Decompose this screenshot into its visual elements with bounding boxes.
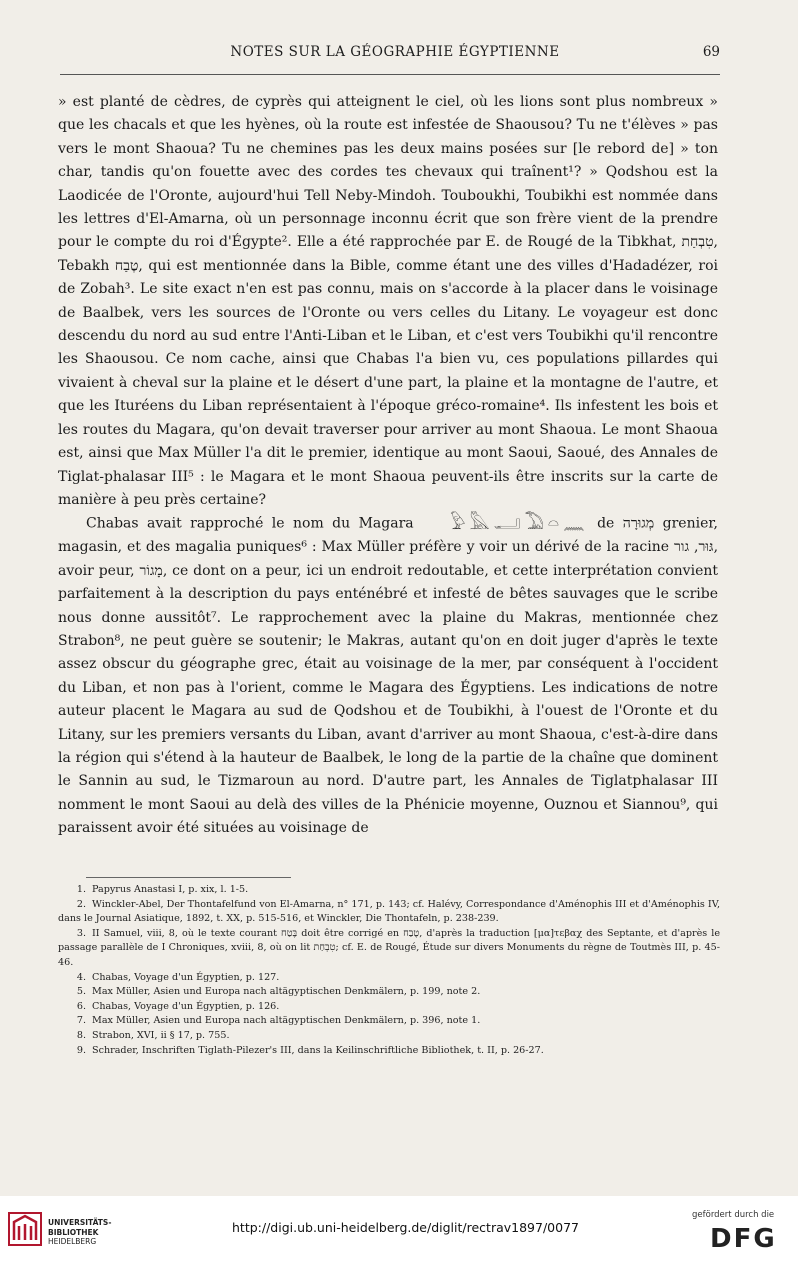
university-library-logo-icon	[8, 1212, 42, 1246]
footnote: 9. Schrader, Inschriften Tiglath-Pilezer's III, dans la Keilinschriftliche Bibliothek, t. II, p. 26-27.	[76, 1044, 544, 1056]
paragraph-2	[58, 512, 718, 840]
footnote: 3. II Samuel, viii, 8, où le texte courant בֶּטַח doit être corrigé en טֶבַח, d'après la traduction [μα]τεβαχ des Septante, et d'après le passage parallèle de I Chroniques, xviii, 8, où on lit טִבְחַת; cf. E. de Rougé, Étude sur divers Monuments du règne de Toutmès III, p. 45-46.	[58, 927, 720, 968]
paragraph-2-start: Chabas avait rapproché le nom du Magara	[86, 516, 414, 533]
dfg-logo: DFG	[710, 1224, 777, 1254]
institution-name: UNIVERSITÄTS- BIBLIOTHEK HEIDELBERG	[48, 1218, 112, 1246]
digitization-footer	[0, 1196, 798, 1264]
footnote: 6. Chabas, Voyage d'un Égyptien, p. 126.	[76, 1000, 280, 1012]
footnotes	[58, 883, 720, 1058]
footnote: 8. Strabon, XVI, ii § 17, p. 755.	[76, 1029, 230, 1041]
permalink-url[interactable]: http://digi.ub.uni-heidelberg.de/diglit/rectrav1897/0077	[232, 1220, 579, 1235]
footnote: 2. Winckler-Abel, Der Thontafelfund von El-Amarna, n° 171, p. 143; cf. Halévy, Correspondance d'Aménophis III et d'Aménophis IV, dans le Journal Asiatique, 1892, t. XX, p. 515-516, et Winckler, Die Thontafeln, p. 238-239.	[58, 898, 720, 925]
paragraph-2-rest: de מְגוּרָה grenier, magasin, et des magalia puniques⁶ : Max Müller préfère y voir un dérivé de la racine גּוּר, גור, avoir peur, מָגוֹר, ce dont on a peur, ici un endroit redoutable, et cette interprétation convient parfaitement à la description du pays enténébré et infesté de bêtes sauvages que le scribe nous donne aussitôt⁷. Le rapprochement avec la plaine du Makras, mentionnée chez Strabon⁸, ne peut guère se soutenir; le Makras, autant qu'on en doit juger d'après le texte assez obscur du géographe grec, était au voisinage de la mer, par conséquent à l'occident du Liban, et non pas à l'orient, comme le Magara des Égyptiens. Les indications de notre auteur placent le Magara au sud de Qodshou et de Toubikhi, à l'ouest de l'Oronte et du Litany, sur les premiers versants du Liban, avant d'arriver au mont Shaoua, c'est-à-dire dans la région qui s'étend à la hauteur de Baalbek, le long de la partie de la chaîne que dominent le Sannin au sud, le Tizmaroun au nord. D'autre part, les Annales de Tiglatphalasar III nomment le mont Saoui au delà des villes de la Phénicie moyenne, Ouznou et Siannou⁹, qui paraissent avoir été situées au voisinage de	[58, 516, 719, 837]
body-text	[58, 91, 718, 841]
footnote: 5. Max Müller, Asien und Europa nach altägyptischen Denkmälern, p. 199, note 2.	[76, 986, 481, 998]
footnote: 7. Max Müller, Asien und Europa nach altägyptischen Denkmälern, p. 396, note 1.	[76, 1015, 481, 1027]
hieroglyph-group: 𓅱𓅓𓂝𓅐𓏏𓈖	[450, 513, 589, 535]
header-rule	[60, 74, 720, 75]
footnote: 1. Papyrus Anastasi I, p. xix, l. 1-5.	[76, 884, 249, 895]
footnote: 4. Chabas, Voyage d'un Égyptien, p. 127.	[76, 971, 280, 983]
funded-by-label: gefördert durch die	[692, 1210, 775, 1220]
page-number: 69	[702, 44, 720, 60]
running-title: NOTES SUR LA GÉOGRAPHIE ÉGYPTIENNE	[230, 44, 560, 60]
paragraph-1: » est planté de cèdres, de cyprès qui atteignent le ciel, où les lions sont plus nombreux » que les chacals et que les hyènes, où la route est infestée de Shaousou? Tu ne t'élèves » pas vers le mont Shaoua? Tu ne chemines pas les deux mains posées sur [le rebord de] » ton char, tandis qu'on fouette avec des cordes tes chevaux qui traînent¹? » Qodshou est la Laodicée de l'Oronte, aujourd'hui Tell Neby-Mindoh. Touboukhi, Toubikhi est nommée dans les lettres d'El-Amarna, où un personnage inconnu écrit que son frère vient de la prendre pour le compte du roi d'Égypte². Elle a été rapprochée par E. de Rougé de la Tibkhat, טִבְחַת, Tebakh טֶבַח, qui est mentionnée dans la Bible, comme étant une des villes d'Hadadézer, roi de Zobah³. Le site exact n'en est pas connu, mais on s'accorde à la placer dans le voisinage de Baalbek, vers les sources de l'Oronte ou vers celles du Litany. Le voyageur est donc descendu du nord au sud entre l'Anti-Liban et le Liban, et c'est vers Toubikhi qu'il rencontre les Shaousou. Ce nom cache, ainsi que Chabas l'a bien vu, ces populations pillardes qui vivaient à cheval sur la plaine et le désert d'une part, la plaine et la montagne de l'autre, et que les Ituréens du Liban représentaient à l'époque gréco-romaine⁴. Ils infestent les bois et les routes du Magara, qu'on devait traverser pour arriver au mont Shaoua. Le mont Shaoua est, ainsi que Max Müller l'a dit le premier, identique au mont Saoui, Saoué, des Annales de Tiglat-phalasar III⁵ : le Magara et le mont Shaoua peuvent-ils être inscrits sur la carte de manière à peu près certaine?	[58, 94, 718, 508]
footnote-rule	[86, 877, 291, 878]
